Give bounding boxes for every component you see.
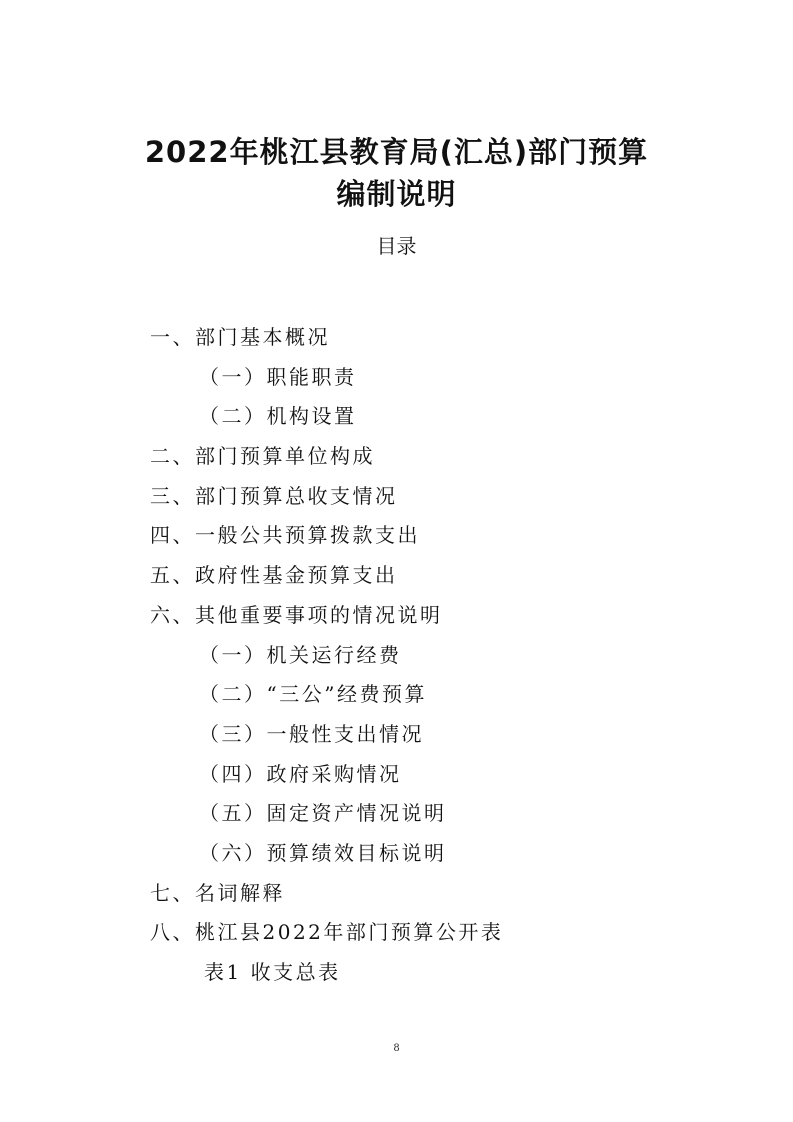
page-number: 8: [393, 1043, 400, 1054]
toc-subsection: （四）政府采购情况: [199, 761, 402, 786]
toc-section: 一、部门基本概况: [150, 325, 330, 349]
toc-section: 二、部门预算单位构成: [150, 444, 375, 469]
toc-subsection: （一）机关运行经费: [199, 642, 402, 667]
toc-subsection: （六）预算绩效目标说明: [199, 840, 447, 865]
toc-section: 七、名词解释: [150, 880, 285, 905]
table-of-contents-heading: 目录: [376, 234, 417, 258]
toc-subsection: （二）“三公”经费预算: [199, 682, 427, 707]
document-title: 2022年桃江县教育局(汇总)部门预算: [144, 135, 649, 169]
toc-subsection: （三）一般性支出情况: [199, 721, 424, 746]
toc-subsection: （二）机构设置: [199, 404, 357, 429]
toc-table-entry: 表1 收支总表: [204, 960, 341, 984]
toc-section: 五、政府性基金预算支出: [150, 563, 398, 588]
toc-section: 三、部门预算总收支情况: [150, 483, 398, 508]
document-title-continued: 编制说明: [336, 177, 457, 211]
table-of-contents: [0, 321, 793, 996]
toc-section: 四、一般公共预算拨款支出: [150, 523, 420, 548]
toc-section: 八、桃江县2022年部门预算公开表: [150, 920, 504, 945]
toc-subsection: （一）职能职责: [199, 364, 357, 389]
toc-subsection: （五）固定资产情况说明: [199, 801, 447, 826]
toc-section: 六、其他重要事项的情况说明: [150, 602, 443, 627]
